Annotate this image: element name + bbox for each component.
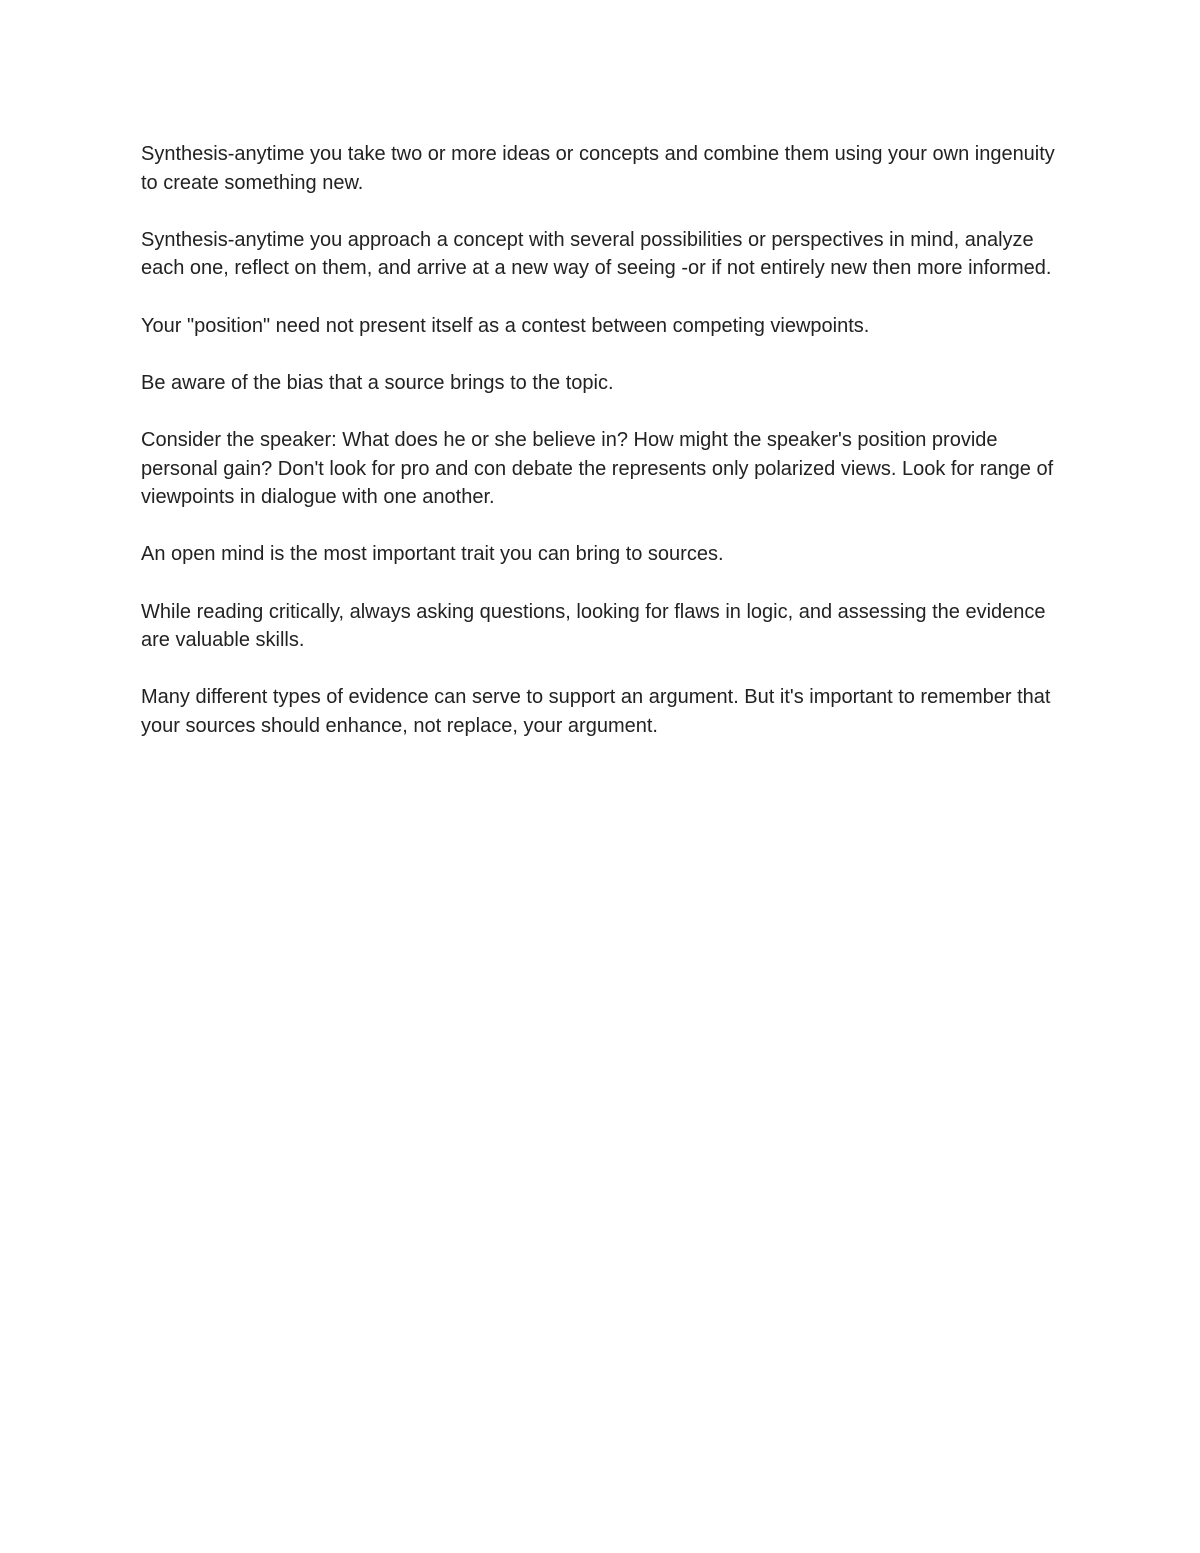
- paragraph-synthesis-definition-1: Synthesis-anytime you take two or more ideas or concepts and combine them using your own ingenuity to create something new.: [141, 143, 1055, 194]
- paragraph-synthesis-definition-2: Synthesis-anytime you approach a concept with several possibilities or perspectives in mind, analyze each one, reflect on them, and arrive at a new way of seeing -or if not entirely new then more informed.: [141, 228, 1052, 280]
- paragraph-open-mind: An open mind is the most important trait you can bring to sources.: [141, 543, 724, 566]
- document-body: [141, 140, 1071, 769]
- paragraph-position: Your "position" need not present itself as a contest between competing viewpoints.: [141, 314, 870, 337]
- paragraph-evidence: Many different types of evidence can serve to support an argument. But it's important to remember that your sources should enhance, not replace, your argument.: [141, 686, 1051, 737]
- paragraph-reading-critically: While reading critically, always asking questions, looking for flaws in logic, and assessing the evidence are valuable skills.: [141, 600, 1046, 652]
- paragraph-bias: Be aware of the bias that a source brings to the topic.: [141, 371, 614, 394]
- paragraph-consider-speaker: Consider the speaker: What does he or she believe in? How might the speaker's position provide personal gain? Don't look for pro and con debate the represents only polarized views. Look for range of viewpoints in dialogue with one another.: [141, 428, 1054, 509]
